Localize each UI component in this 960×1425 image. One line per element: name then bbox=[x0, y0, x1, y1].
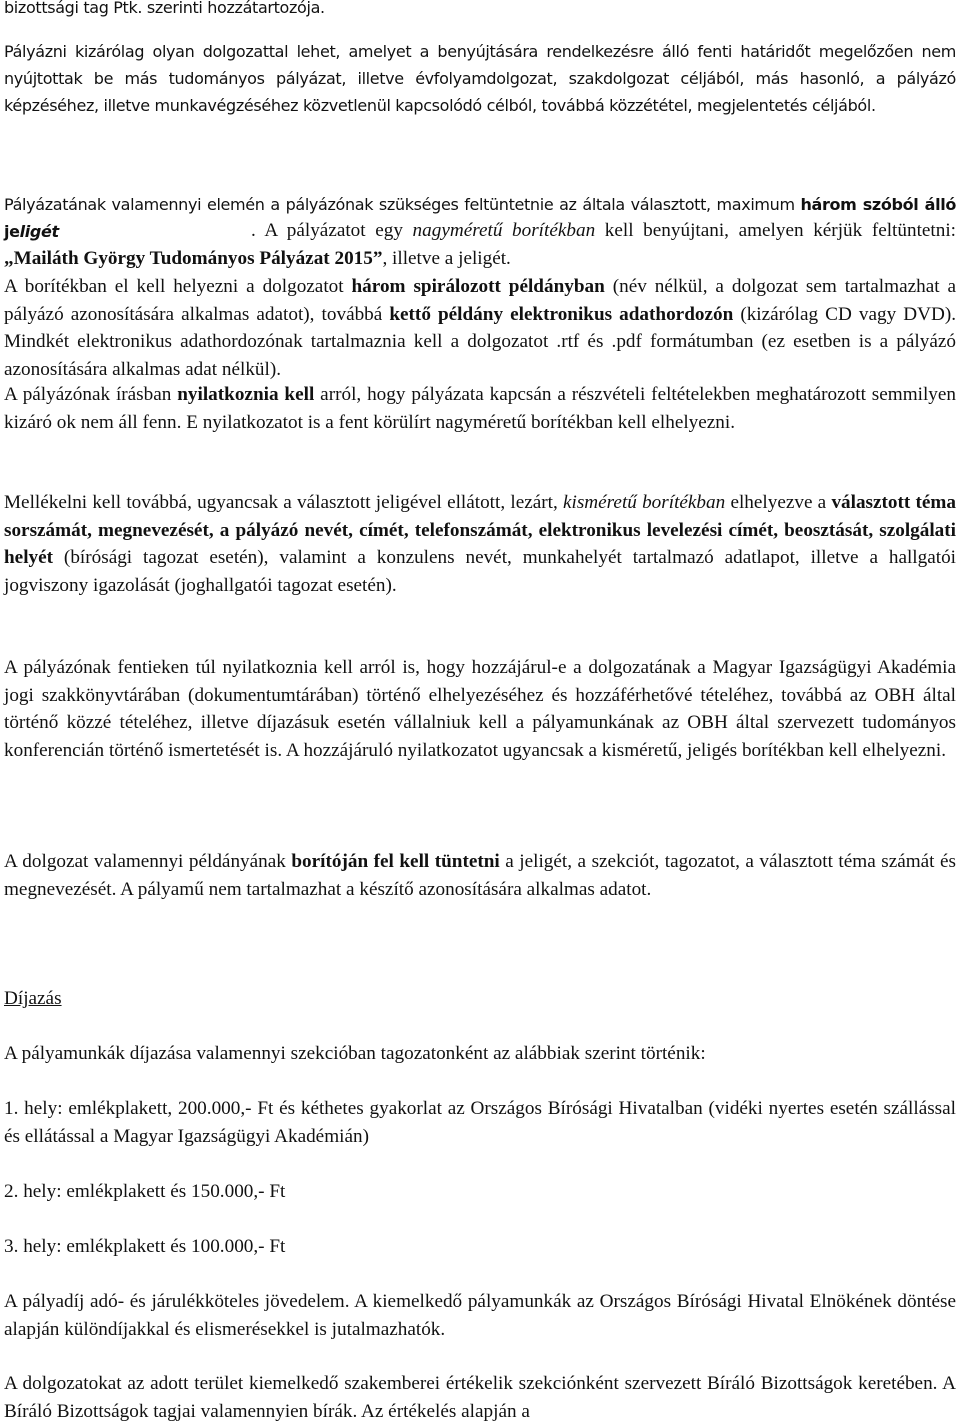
paragraph-attachments: Mellékelni kell továbbá, ugyancsak a választott jeligével ellátott, lezárt, kisméretű borítékban elhelyezve a választott téma sorszámát, megnevezését, a pályázó nevét, címét, telefonszámát, elektronikus levelezési címét, beosztását, szolgálati helyét (bírósági tagozat esetén), valamint a konzulens nevét, munkahelyét tartalmazó adatlapot, illetve a hallgatói jogviszony igazolását (joghallgatói tagozat esetén). bbox=[4, 492, 956, 596]
paragraph-envelope-contents: A borítékban el kell helyezni a dolgozatot három spirálozott példányban (név nélkül, a dolgozat sem tartalmazhat a pályázó azonosítására alkalmas adatot), továbbá kettő példány elektronikus adathordozón (kizárólag CD vagy DVD). Mindkét elektronikus adathordozónak tartalmaznia kell a dolgozatot .rtf és .pdf formátumban (ez esetben is a pályázó azonosítására alkalmas adat nélkül). bbox=[4, 276, 957, 380]
list-item-third-place: 3. hely: emlékplakett és 100.000,- Ft bbox=[4, 1236, 286, 1257]
paragraph-cover-marking: A dolgozat valamennyi példányának borítóján fel kell tüntetni a jeligét, a szekciót, tagozatot, a választott téma számát és megnevezését. A pályamű nem tartalmazhat a készítő azonosítására alkalmas adatot. bbox=[4, 851, 956, 900]
paragraph-evaluation: A dolgozatokat az adott terület kiemelkedő szakemberei értékelik szekciónként szervezett Bíráló Bizottságok keretében. A Bíráló Bizottságok tagjai valamennyien bírák. Az értékelés alapján a bbox=[4, 1373, 956, 1422]
paragraph-submission: . A pályázatot egy nagyméretű borítékban kell benyújtani, amelyen kérjük feltüntetni: „Mailáth György Tudományos Pályázat 2015”, illetve a jeligét. bbox=[4, 220, 957, 269]
paragraph-membership: bizottsági tag Ptk. szerinti hozzátartozója. bbox=[4, 0, 325, 17]
paragraph-pseudonym: Pályázatának valamennyi elemén a pályázónak szükséges feltüntetnie az általa választott, maximum három szóból álló jeligét bbox=[4, 195, 957, 241]
section-heading-prizes: Díjazás bbox=[4, 988, 62, 1009]
paragraph-prizes-intro: A pályamunkák díjazása valamennyi szekcióban tagozatonként az alábbiak szerint történik: bbox=[4, 1043, 706, 1064]
paragraph-tax: A pályadíj adó- és járulékköteles jövedelem. A kiemelkedő pályamunkák az Országos Bírósági Hivatal Elnökének döntése alapján különdíjakkal és elismerésekkel is jutalmazhatók. bbox=[4, 1291, 956, 1340]
paragraph-eligibility: Pályázni kizárólag olyan dolgozattal lehet, amelyet a benyújtására rendelkezésre álló fenti határidőt megelőzően nem nyújtottak be más tudományos pályázat, illetve évfolyamdolgozat, szakdolgozat céljából, más hasonló, a pályázó képzéséhez, illetve munkavégzéséhez közvetlenül kapcsolódó célból, továbbá közzététel, megjelentetés céljából. bbox=[4, 42, 956, 115]
paragraph-declaration: A pályázónak írásban nyilatkoznia kell arról, hogy pályázata kapcsán a részvételi feltételekben meghatározott semmilyen kizáró ok nem áll fenn. E nyilatkozatot is a fent körülírt nagyméretű borítékban kell elhelyezni. bbox=[4, 384, 956, 433]
list-item-second-place: 2. hely: emlékplakett és 150.000,- Ft bbox=[4, 1181, 286, 1202]
list-item-first-place: 1. hely: emlékplakett, 200.000,- Ft és kéthetes gyakorlat az Országos Bírósági Hivatalban (vidéki nyertes esetén szállással és ellátással a Magyar Igazságügyi Akadémián) bbox=[4, 1098, 956, 1147]
paragraph-consent: A pályázónak fentieken túl nyilatkoznia kell arról is, hogy hozzájárul-e a dolgozatának a Magyar Igazságügyi Akadémia jogi szakkönyvtárában (dokumentumtárában) történő elhelyezéséhez és hozzáférhetővé tételéhez, továbbá az OBH által történő közzé tételéhez, illetve díjazásuk esetén vállalniuk kell a pályamunkának az OBH által szervezett tudományos konferencián történő ismertetését is. A hozzájáruló nyilatkozatot ugyancsak a kisméretű, jeligés borítékban kell elhelyezni. bbox=[4, 657, 956, 761]
